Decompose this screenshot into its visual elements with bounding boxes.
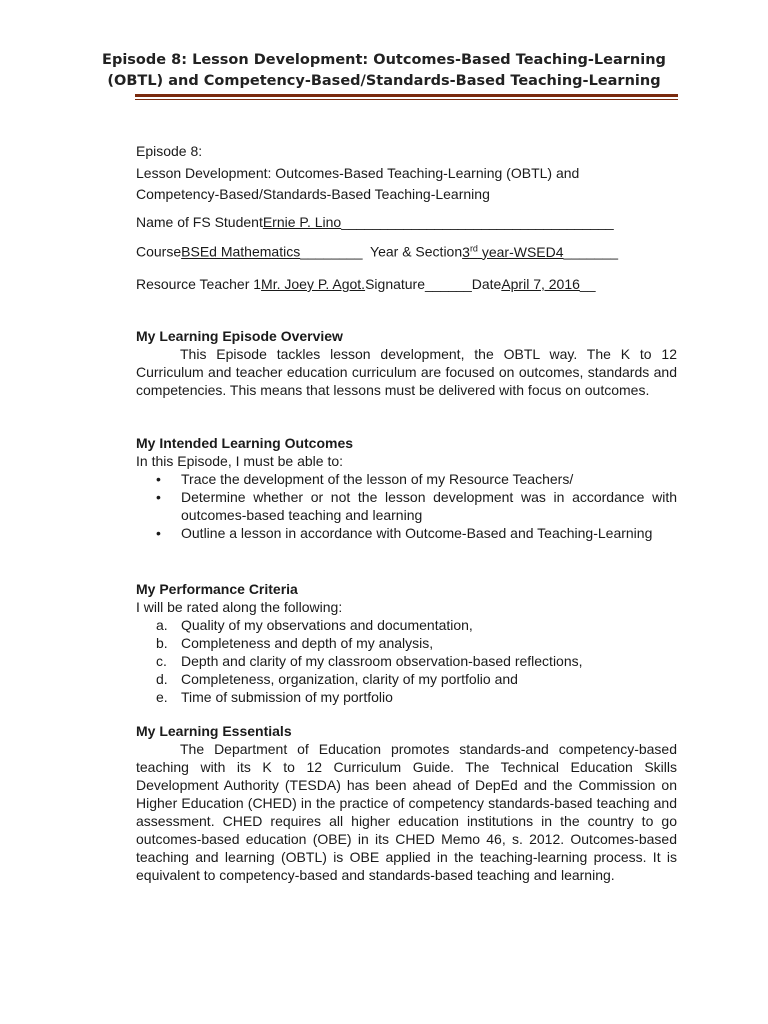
- signature-label: Signature: [365, 276, 426, 292]
- outcomes-heading: My Intended Learning Outcomes: [136, 435, 354, 451]
- student-name-value: Ernie P. Lino: [262, 214, 342, 230]
- list-item: • Determine whether or not the lesson development was in accordance with outcomes-based teaching and learning: [136, 488, 677, 524]
- year-section-blank: _______: [563, 243, 619, 260]
- header-rule-thick: [135, 94, 678, 97]
- course-year-field: [136, 243, 618, 260]
- essentials-section: [136, 722, 677, 884]
- criteria-list: [136, 616, 677, 706]
- overview-section: [136, 327, 677, 399]
- date-blank: __: [579, 276, 596, 292]
- list-item: [136, 616, 677, 634]
- list-item: [136, 688, 677, 706]
- date-value: April 7, 2016: [501, 276, 580, 292]
- student-name-field: [136, 214, 614, 230]
- year-suffix: rd: [469, 243, 478, 253]
- episode-title-line-2: Competency-Based/Standards-Based Teaching-Learning: [136, 186, 490, 202]
- header-title-line-1: Episode 8: Lesson Development: Outcomes-Based Teaching-Learning: [102, 52, 666, 68]
- year-section-label: Year & Section: [370, 243, 463, 260]
- list-marker: e.: [156, 689, 168, 705]
- criteria-heading: My Performance Criteria: [136, 581, 298, 597]
- list-item: [136, 652, 677, 670]
- list-item: • Trace the development of the lesson of my Resource Teachers/: [136, 470, 677, 488]
- student-name-label: Name of FS Student: [136, 214, 263, 230]
- list-marker: b.: [156, 635, 168, 651]
- essentials-heading: My Learning Essentials: [136, 723, 292, 739]
- course-label: Course: [136, 243, 182, 260]
- resource-teacher-field: [136, 276, 596, 292]
- criteria-intro: I will be rated along the following:: [136, 599, 343, 615]
- outcomes-intro: In this Episode, I must be able to:: [136, 453, 344, 469]
- overview-body: This Episode tackles lesson development, the OBTL way. The K to 12 Curriculum and teacher education curriculum are focused on outcomes, standards and competencies. This means that lessons must be delivered with focus on outcomes.: [136, 346, 677, 398]
- student-name-blank: ___________________________________: [341, 214, 614, 230]
- outcomes-section: [136, 434, 677, 542]
- signature-blank: ______: [425, 276, 472, 292]
- year-number: 3: [462, 243, 470, 260]
- course-value: BSEd Mathematics: [181, 243, 301, 260]
- overview-heading: My Learning Episode Overview: [136, 328, 343, 344]
- course-blank: ________: [300, 243, 363, 260]
- episode-title-line-1: Lesson Development: Outcomes-Based Teaching-Learning (OBTL) and: [136, 165, 580, 181]
- resource-teacher-value: Mr. Joey P. Agot.: [261, 276, 366, 292]
- list-item-text: Completeness and depth of my analysis,: [181, 635, 434, 651]
- list-item-text: Completeness, organization, clarity of my portfolio and: [181, 671, 518, 687]
- date-label: Date: [471, 276, 502, 292]
- resource-teacher-label: Resource Teacher 1: [136, 276, 262, 292]
- year-section-text: year-WSED4: [477, 243, 564, 260]
- episode-label: Episode 8:: [136, 143, 203, 159]
- outcomes-list: [136, 470, 677, 542]
- criteria-section: [136, 580, 677, 706]
- list-marker: a.: [156, 617, 168, 633]
- header-rule-thin: [135, 99, 678, 100]
- list-marker: c.: [156, 653, 167, 669]
- list-item: [136, 670, 677, 688]
- list-item-text: Quality of my observations and documentation,: [181, 617, 473, 633]
- year-section-value: [462, 244, 563, 260]
- list-item-text: Time of submission of my portfolio: [181, 689, 393, 705]
- list-item: [136, 634, 677, 652]
- list-item: • Outline a lesson in accordance with Outcome-Based and Teaching-Learning: [136, 524, 677, 542]
- header-title-line-2: (OBTL) and Competency-Based/Standards-Based Teaching-Learning: [107, 73, 661, 89]
- list-item-text: Depth and clarity of my classroom observation-based reflections,: [181, 653, 583, 669]
- essentials-body: The Department of Education promotes standards-and competency-based teaching with its K to 12 Curriculum Guide. The Technical Education Skills Development Authority (TESDA) has been ahead of DepEd and the Commission on Higher Education (CHED) in the practice of competency standards-based teaching and assessment. CHED requires all higher education institutions in the country to go outcomes-based education (OBE) in its CHED Memo 46, s. 2012. Outcomes-based teaching and learning (OBTL) is OBE applied in the teaching-learning process. It is equivalent to competency-based and standards-based teaching and learning.: [136, 741, 677, 883]
- list-marker: d.: [156, 671, 168, 687]
- page-header-title: [100, 50, 668, 92]
